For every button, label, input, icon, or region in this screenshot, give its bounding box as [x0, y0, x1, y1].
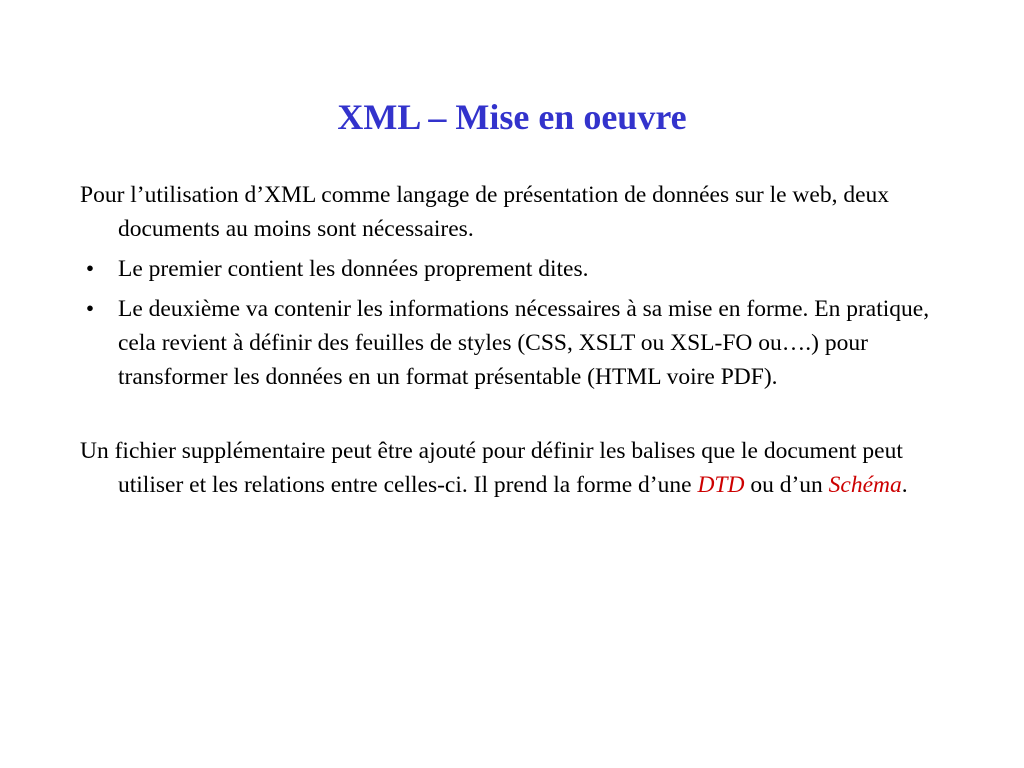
term-dtd: DTD: [697, 472, 745, 498]
intro-paragraph: Pour l’utilisation d’XML comme langage de présentation de données sur le web, deux documents au moins sont nécessaires.: [80, 182, 890, 242]
outro-text-middle: ou d’un: [744, 472, 829, 498]
bullet-item: [80, 252, 960, 286]
term-schema: Schéma: [828, 472, 902, 498]
slide-title: XML – Mise en oeuvre: [337, 97, 687, 137]
outro-text-start: Un fichier supplémentaire peut être ajouté pour définir les balises que le document peut utiliser et les relations entre celles-ci. Il prend la forme d’une: [80, 438, 903, 498]
outro-text-end: .: [901, 472, 908, 498]
outro-paragraph: [80, 434, 960, 502]
bullet-icon: •: [85, 296, 95, 322]
bullet-text: Le premier contient les données proprement dites.: [118, 256, 589, 282]
bullet-item: [80, 292, 960, 394]
spacer: [80, 400, 960, 434]
slide-body: [80, 178, 960, 508]
bullet-text: Le deuxième va contenir les informations nécessaires à sa mise en forme. En pratique, cela revient à définir des feuilles de styles (CSS, XSLT ou XSL-FO ou….) pour transformer les données en un format présentable (HTML voire PDF).: [118, 296, 930, 390]
bullet-icon: •: [85, 256, 95, 282]
